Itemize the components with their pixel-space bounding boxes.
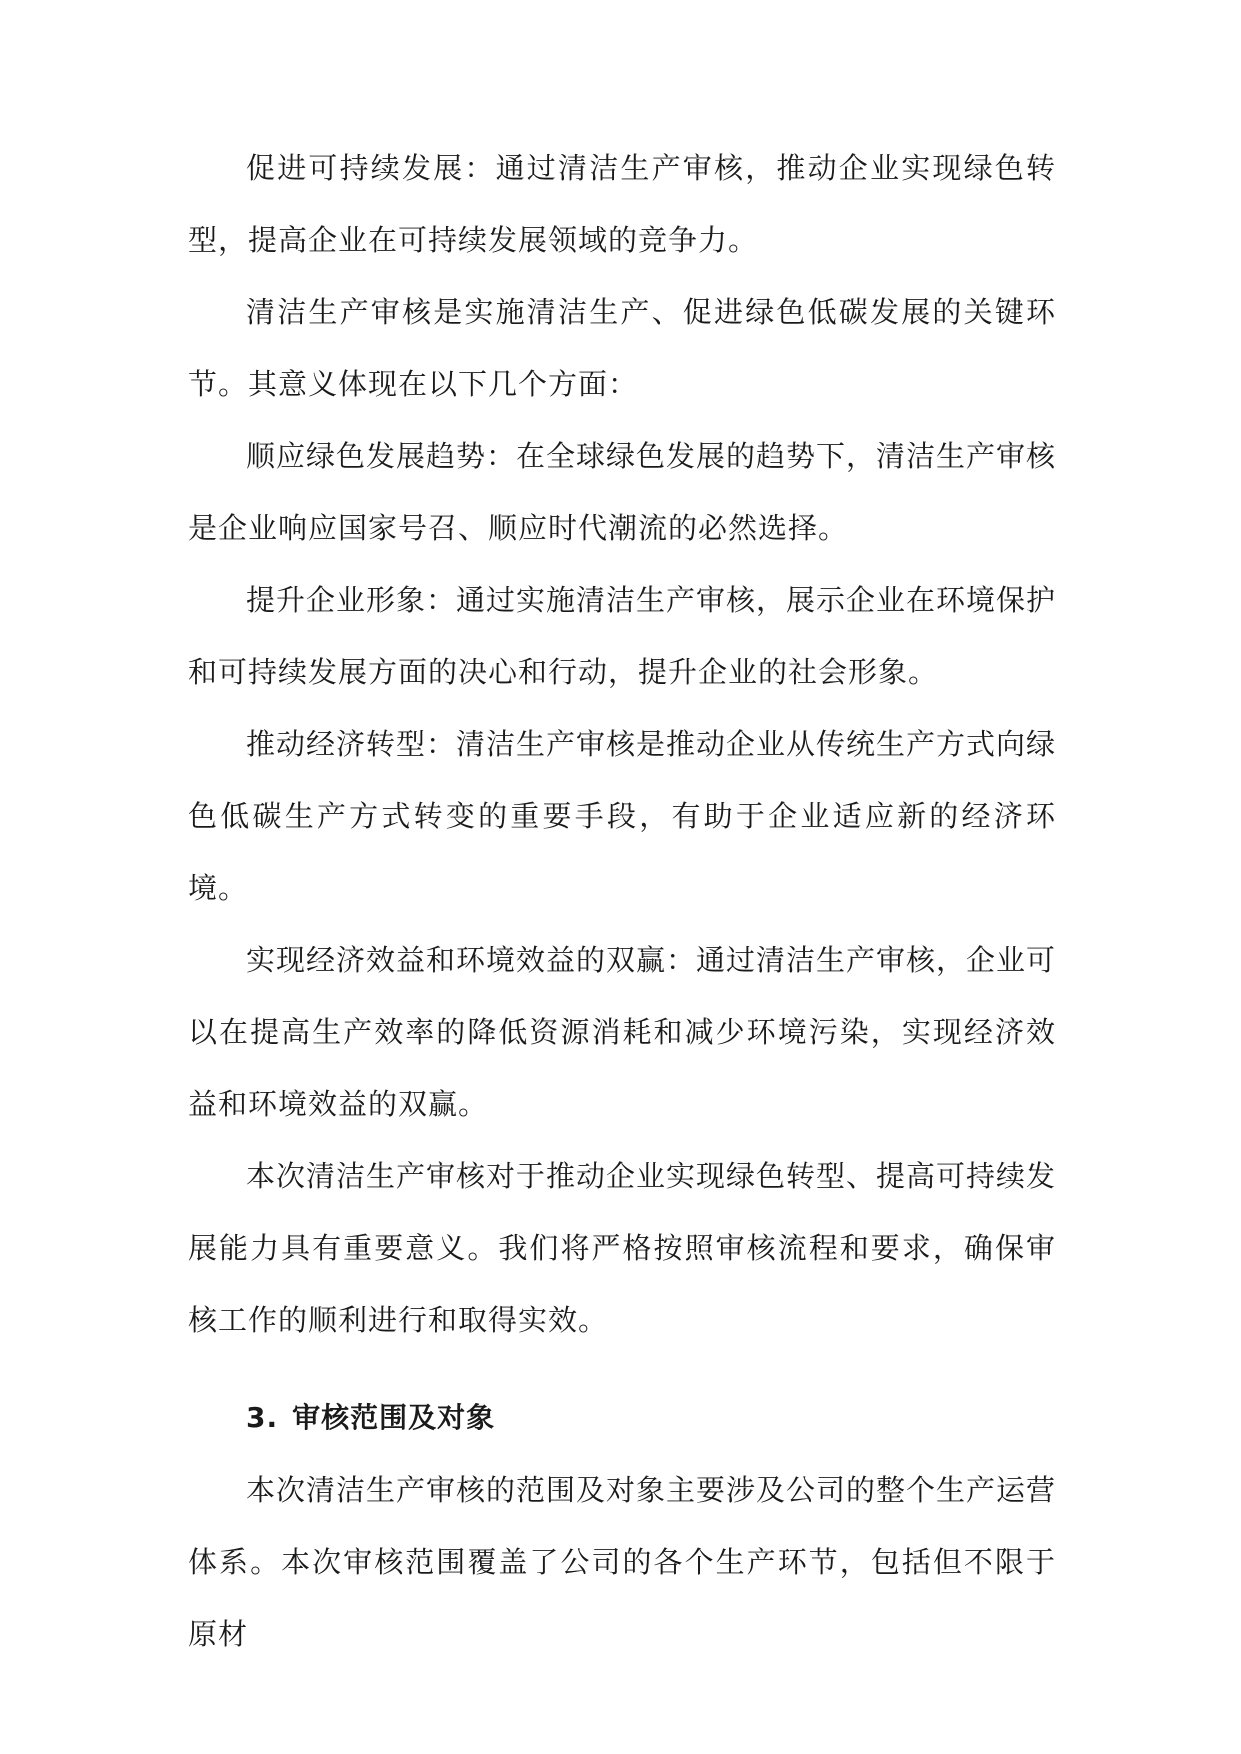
section-heading [188, 1382, 1056, 1454]
paragraph: 提升企业形象：通过实施清洁生产审核，展示企业在环境保护和可持续发展方面的决心和行动，提升企业的社会形象。 [188, 583, 1057, 689]
paragraph: 促进可持续发展：通过清洁生产审核，推动企业实现绿色转型，提高企业在可持续发展领域的竞争力。 [188, 151, 1056, 257]
paragraph: 实现经济效益和环境效益的双赢：通过清洁生产审核，企业可以在提高生产效率的降低资源消耗和减少环境污染，实现经济效益和环境效益的双赢。 [188, 943, 1057, 1121]
document-body [188, 132, 1056, 1670]
paragraph: 本次清洁生产审核的范围及对象主要涉及公司的整个生产运营体系。本次审核范围覆盖了公司的各个生产环节，包括但不限于原材 [188, 1473, 1057, 1651]
paragraph: 本次清洁生产审核对于推动企业实现绿色转型、提高可持续发展能力具有重要意义。我们将严格按照审核流程和要求，确保审核工作的顺利进行和取得实效。 [188, 1159, 1057, 1337]
paragraph: 清洁生产审核是实施清洁生产、促进绿色低碳发展的关键环节。其意义体现在以下几个方面： [188, 295, 1056, 401]
section-number: 3. [246, 1401, 279, 1434]
paragraph: 推动经济转型：清洁生产审核是推动企业从传统生产方式向绿色低碳生产方式转变的重要手段，有助于企业适应新的经济环境。 [188, 727, 1057, 905]
section-title: 审核范围及对象 [292, 1401, 496, 1434]
paragraph: 顺应绿色发展趋势：在全球绿色发展的趋势下，清洁生产审核是企业响应国家号召、顺应时代潮流的必然选择。 [188, 439, 1057, 545]
